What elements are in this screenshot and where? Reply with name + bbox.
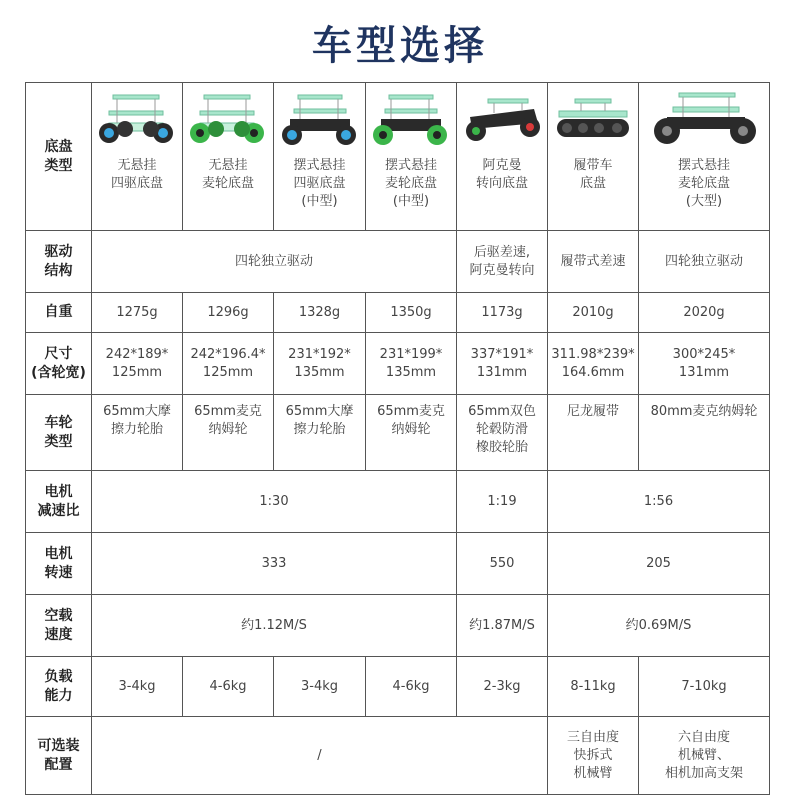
noload-cell: 约0.69M/S [548, 595, 770, 657]
row-options [26, 717, 770, 795]
load-cell: 3-4kg [274, 657, 366, 717]
row-label-load: 负载 能力 [26, 657, 92, 717]
chassis-cell-7 [639, 83, 770, 231]
car-mecanum-large-icon [649, 89, 759, 151]
ratio-cell: 1:30 [92, 471, 457, 533]
size-cell: 311.98*239* 164.6mm [548, 333, 639, 395]
ratio-cell: 1:56 [548, 471, 770, 533]
size-cell: 300*245* 131mm [639, 333, 770, 395]
row-noload-speed [26, 595, 770, 657]
load-cell: 4-6kg [366, 657, 457, 717]
chassis-name: 摆式悬挂 四驱底盘 (中型) [293, 158, 346, 209]
chassis-cell-1 [92, 83, 183, 231]
car-4wd-icon [95, 89, 179, 151]
load-cell: 3-4kg [92, 657, 183, 717]
chassis-name: 摆式悬挂 麦轮底盘 (中型) [384, 158, 437, 209]
chassis-name: 摆式悬挂 麦轮底盘 (大型) [677, 158, 730, 209]
row-label-options: 可选装 配置 [26, 717, 92, 795]
chassis-name: 阿克曼 转向底盘 [475, 158, 528, 191]
load-cell: 2-3kg [457, 657, 548, 717]
size-cell: 231*192* 135mm [274, 333, 366, 395]
size-cell: 337*191* 131mm [457, 333, 548, 395]
size-cell: 242*196.4* 125mm [183, 333, 274, 395]
row-label-ratio: 电机 减速比 [26, 471, 92, 533]
noload-cell: 约1.87M/S [457, 595, 548, 657]
row-load [26, 657, 770, 717]
weight-cell: 2010g [548, 293, 639, 333]
row-label-size: 尺寸 (含轮宽) [26, 333, 92, 395]
chassis-cell-3 [274, 83, 366, 231]
speed-cell: 550 [457, 533, 548, 595]
options-cell: 三自由度 快拆式 机械臂 [548, 717, 639, 795]
wheel-cell: 65mm双色 轮毂防滑 橡胶轮胎 [457, 395, 548, 471]
car-mecanum-icon [186, 89, 270, 151]
row-label-speed: 电机 转速 [26, 533, 92, 595]
car-ackermann-icon [460, 89, 544, 151]
row-weight [26, 293, 770, 333]
load-cell: 7-10kg [639, 657, 770, 717]
chassis-cell-6 [548, 83, 639, 231]
chassis-name: 履带车 底盘 [573, 158, 613, 191]
row-label-weight: 自重 [26, 293, 92, 333]
chassis-name: 无悬挂 四驱底盘 [110, 158, 163, 191]
chassis-cell-2 [183, 83, 274, 231]
row-label-wheel: 车轮 类型 [26, 395, 92, 471]
row-chassis-type [26, 83, 770, 231]
load-cell: 4-6kg [183, 657, 274, 717]
row-label-chassis: 底盘 类型 [26, 83, 92, 231]
weight-cell: 1173g [457, 293, 548, 333]
chassis-name: 无悬挂 麦轮底盘 [201, 158, 254, 191]
row-size [26, 333, 770, 395]
drive-cell: 四轮独立驱动 [92, 231, 457, 293]
weight-cell: 2020g [639, 293, 770, 333]
row-wheel [26, 395, 770, 471]
vehicle-spec-table [25, 82, 770, 795]
ratio-cell: 1:19 [457, 471, 548, 533]
noload-cell: 约1.12M/S [92, 595, 457, 657]
size-cell: 231*199* 135mm [366, 333, 457, 395]
row-speed [26, 533, 770, 595]
chassis-cell-4 [366, 83, 457, 231]
wheel-cell: 65mm麦克 纳姆轮 [183, 395, 274, 471]
page-title: 车型选择 [312, 23, 488, 69]
load-cell: 8-11kg [548, 657, 639, 717]
weight-cell: 1275g [92, 293, 183, 333]
speed-cell: 205 [548, 533, 770, 595]
wheel-cell: 尼龙履带 [548, 395, 639, 471]
drive-cell: 履带式差速 [548, 231, 639, 293]
wheel-cell: 80mm麦克纳姆轮 [639, 395, 770, 471]
weight-cell: 1328g [274, 293, 366, 333]
weight-cell: 1350g [366, 293, 457, 333]
row-label-drive: 驱动 结构 [26, 231, 92, 293]
row-ratio [26, 471, 770, 533]
drive-cell: 四轮独立驱动 [639, 231, 770, 293]
options-cell: / [92, 717, 548, 795]
size-cell: 242*189* 125mm [92, 333, 183, 395]
car-4wd-suspension-icon [278, 89, 362, 151]
car-mecanum-suspension-icon [369, 89, 453, 151]
chassis-cell-5 [457, 83, 548, 231]
wheel-cell: 65mm麦克 纳姆轮 [366, 395, 457, 471]
wheel-cell: 65mm大摩 擦力轮胎 [92, 395, 183, 471]
wheel-cell: 65mm大摩 擦力轮胎 [274, 395, 366, 471]
row-label-noload: 空载 速度 [26, 595, 92, 657]
tracked-car-icon [551, 89, 635, 151]
row-drive [26, 231, 770, 293]
speed-cell: 333 [92, 533, 457, 595]
options-cell: 六自由度 机械臂、 相机加高支架 [639, 717, 770, 795]
drive-cell: 后驱差速, 阿克曼转向 [457, 231, 548, 293]
weight-cell: 1296g [183, 293, 274, 333]
